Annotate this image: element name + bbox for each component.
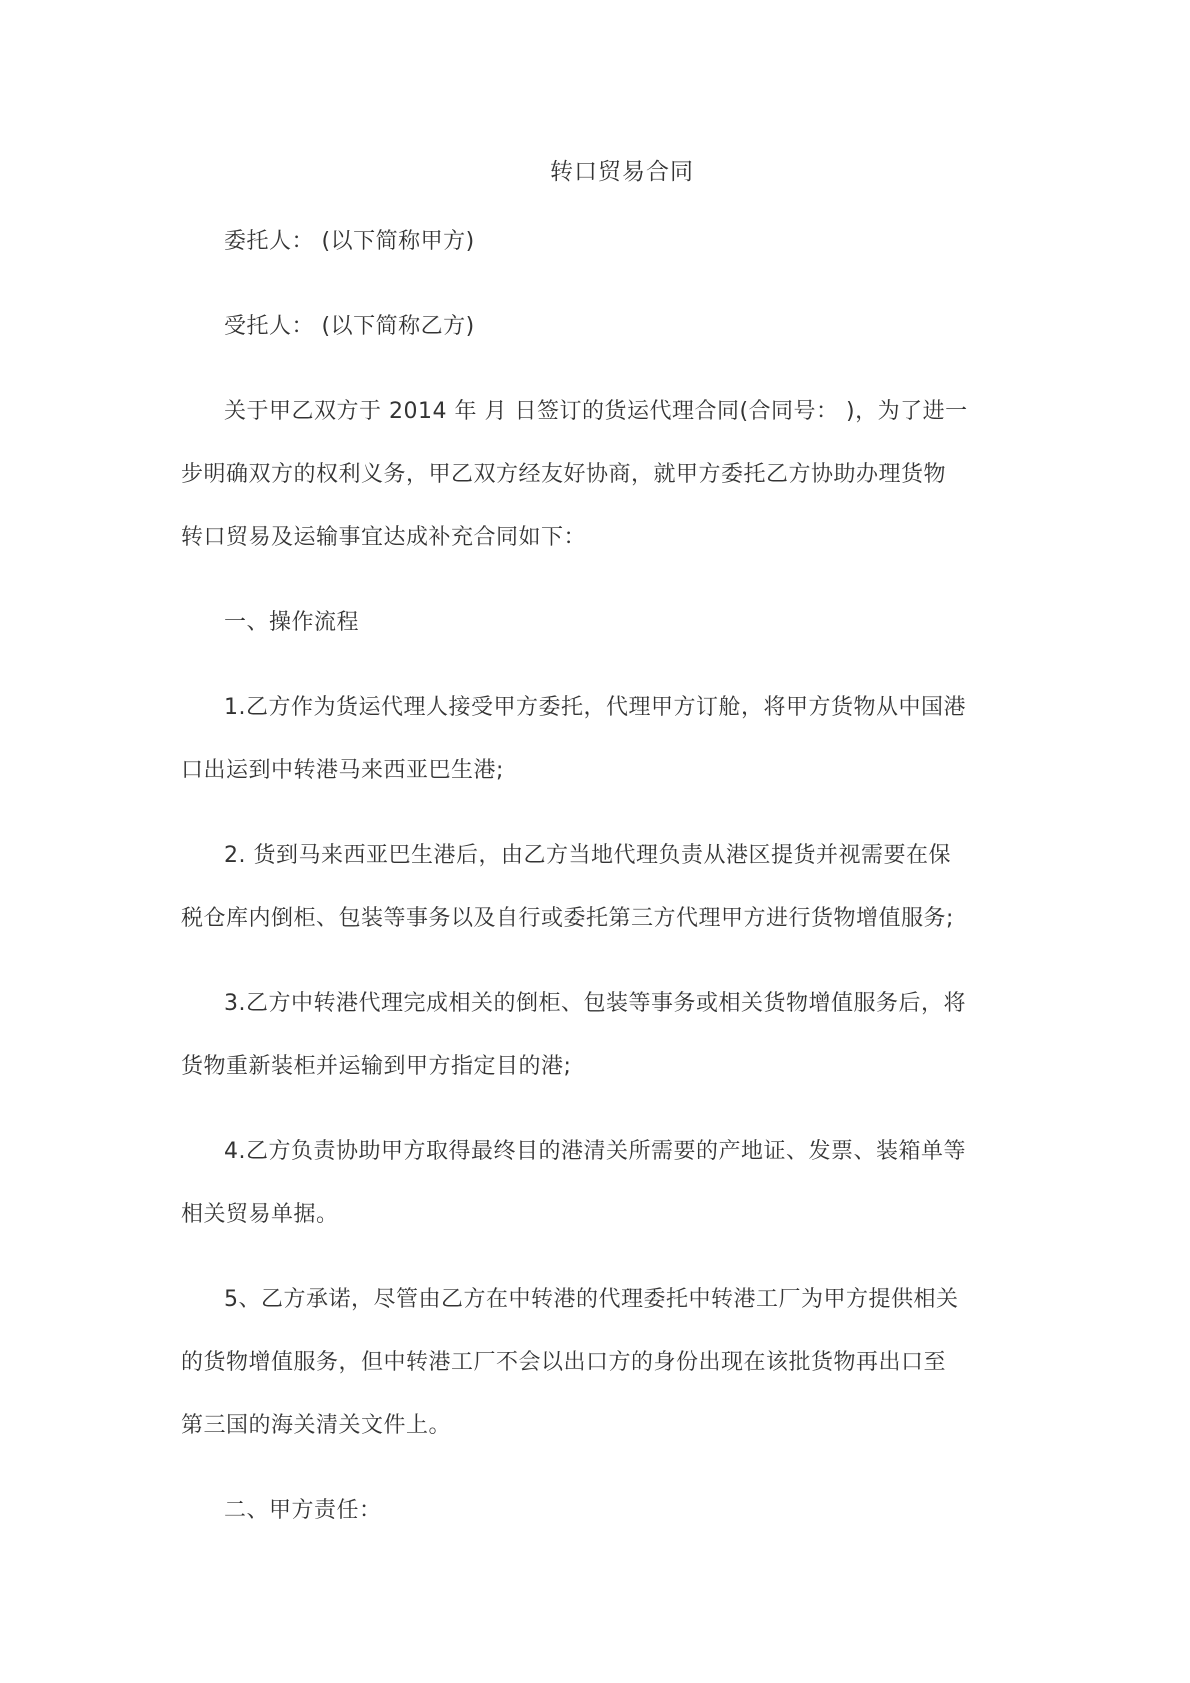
preamble-line-2: 步明确双方的权利义务，甲乙双方经友好协商，就甲方委托乙方协助办理货物 xyxy=(181,462,947,487)
clause-1-line-2: 口出运到中转港马来西亚巴生港; xyxy=(181,758,504,783)
clause-2-line-1: 2. 货到马来西亚巴生港后，由乙方当地代理负责从港区提货并视需要在保 xyxy=(224,843,951,868)
agent-line: 受托人： (以下简称乙方) xyxy=(224,314,475,339)
clause-5-line-1: 5、乙方承诺，尽管由乙方在中转港的代理委托中转港工厂为甲方提供相关 xyxy=(224,1287,959,1312)
clause-3-line-1: 3.乙方中转港代理完成相关的倒柜、包装等事务或相关货物增值服务后，将 xyxy=(224,991,966,1016)
document-title: 转口贸易合同 xyxy=(550,159,694,185)
section-heading-party-a: 二、甲方责任： xyxy=(224,1498,382,1523)
clause-4-line-1: 4.乙方负责协助甲方取得最终目的港清关所需要的产地证、发票、装箱单等 xyxy=(224,1139,966,1164)
clause-4-line-2: 相关贸易单据。 xyxy=(181,1202,339,1227)
preamble-line-3: 转口贸易及运输事宜达成补充合同如下： xyxy=(181,525,587,550)
clause-5-line-3: 第三国的海关清关文件上。 xyxy=(181,1413,452,1438)
clause-1-line-1: 1.乙方作为货运代理人接受甲方委托，代理甲方订舱，将甲方货物从中国港 xyxy=(224,695,966,720)
section-heading-process: 一、操作流程 xyxy=(224,610,360,635)
client-line: 委托人： (以下简称甲方) xyxy=(224,229,475,254)
clause-2-line-2: 税仓库内倒柜、包装等事务以及自行或委托第三方代理甲方进行货物增值服务; xyxy=(181,906,954,931)
clause-5-line-2: 的货物增值服务，但中转港工厂不会以出口方的身份出现在该批货物再出口至 xyxy=(181,1350,947,1375)
preamble-line-1: 关于甲乙双方于 2014 年 月 日签订的货运代理合同(合同号： )，为了进一 xyxy=(224,399,968,424)
clause-3-line-2: 货物重新装柜并运输到甲方指定目的港; xyxy=(181,1054,572,1079)
